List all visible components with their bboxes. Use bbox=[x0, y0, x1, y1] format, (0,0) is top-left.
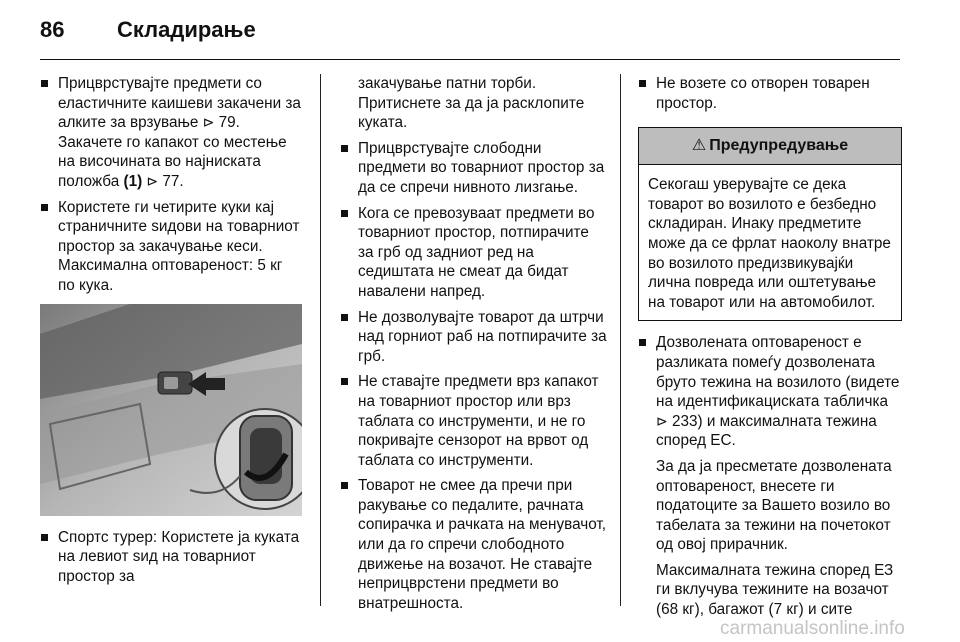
page-header bbox=[0, 0, 960, 60]
list-item: Не возете со отворен товарен простор. bbox=[638, 74, 902, 113]
column-divider-1 bbox=[320, 74, 321, 606]
list-item bbox=[40, 74, 302, 192]
page-ref-icon: ⊳ bbox=[146, 172, 159, 189]
hook-illustration-svg bbox=[40, 304, 302, 516]
list-item bbox=[40, 528, 302, 587]
hook-illustration bbox=[40, 304, 302, 516]
paragraph: Максималната тежина според ЕЗ ги вклучува тежините на возачот (68 кг), багажот (7 кг) и сите bbox=[656, 561, 894, 619]
page-ref[interactable]: 233) bbox=[671, 412, 703, 430]
bullet-text: Закачете го капакот со местење на височината во најниската положба bbox=[58, 133, 287, 190]
bullet-text: и максималната тежина според ЕС. bbox=[656, 412, 877, 450]
page-title: Складирање bbox=[117, 17, 256, 42]
list-item: Прицврстувајте слободни предмети во товарниот простор за да се спречи нивното лизгање. bbox=[340, 139, 608, 198]
list-item: Кога се превозуваат предмети во товарниот простор, потпирачите за грб од задниот ред на седиштата не смеат да бидат навалени напред. bbox=[340, 204, 608, 302]
watermark: carmanualsonline.info bbox=[720, 618, 905, 639]
header-rule bbox=[40, 59, 900, 60]
page-ref-icon: ⊳ bbox=[202, 114, 215, 131]
warning-text: Секогаш уверувајте се дека товарот во возилото е безбедно складиран. Инаку предметите може да се фрлат наоколу внатре во возилото предизвикувајќи лична повреда или оштетување на товарот или на автомобилот. bbox=[648, 176, 891, 311]
position-label: (1) bbox=[123, 172, 143, 190]
page-ref-icon: ⊳ bbox=[656, 412, 668, 429]
bullet-text: Дозволената оптовареност е разликата помеѓу дозволената бруто тежина на возилото (видете на идентификациската табличка bbox=[656, 334, 900, 411]
paragraph: За да ја пресметате дозволената оптовареност, внесете ги податоците за Вашето возило во табелата за тежини на почетокот од овој прирачник. bbox=[656, 457, 892, 554]
bullet-text: Прицврстувајте предмети со еластичните каишеви закачени за алките за врзување bbox=[58, 75, 301, 132]
warning-header bbox=[639, 128, 901, 165]
warning-box bbox=[638, 127, 902, 321]
column-2 bbox=[340, 74, 608, 619]
column-1 bbox=[40, 74, 302, 592]
list-item: Не ставајте предмети врз капакот на товарниот простор или врз таблата со инструменти, и не го покривајте сензорот на врвот од таблата со инструменти. bbox=[340, 372, 608, 470]
page-ref[interactable]: 79. bbox=[218, 114, 240, 132]
column-3 bbox=[638, 74, 902, 626]
warning-title: Предупредување bbox=[709, 137, 849, 155]
page-number: 86 bbox=[40, 17, 65, 42]
continued-text: закачување патни торби. Притиснете за да ја расклопите куката. bbox=[358, 75, 585, 132]
list-item: Не дозволувајте товарот да штрчи над горниот раб на потпирачите за грб. bbox=[340, 308, 608, 367]
list-item: Товарот не смее да пречи при ракување со педалите, рачната сопирачка и рачката на менувачот, или да го спречи слободното движење на возачот. Не ставајте неприцврстени предмети во внатрешноста. bbox=[340, 476, 608, 613]
column-divider-2 bbox=[620, 74, 621, 606]
warning-icon: ⚠ bbox=[691, 137, 707, 155]
bullet-text: Спортс турер: Користете ја куката на левиот sид на товарниот простор за bbox=[58, 528, 300, 585]
list-item bbox=[40, 198, 302, 296]
list-item bbox=[638, 333, 902, 451]
page-ref[interactable]: 77. bbox=[162, 172, 184, 190]
bullet-text: Користете ги четирите куки кај страничните sидови на товарниот простор за закачување кеси. Максимална оптовареност: 5 кг по кука. bbox=[58, 198, 300, 294]
